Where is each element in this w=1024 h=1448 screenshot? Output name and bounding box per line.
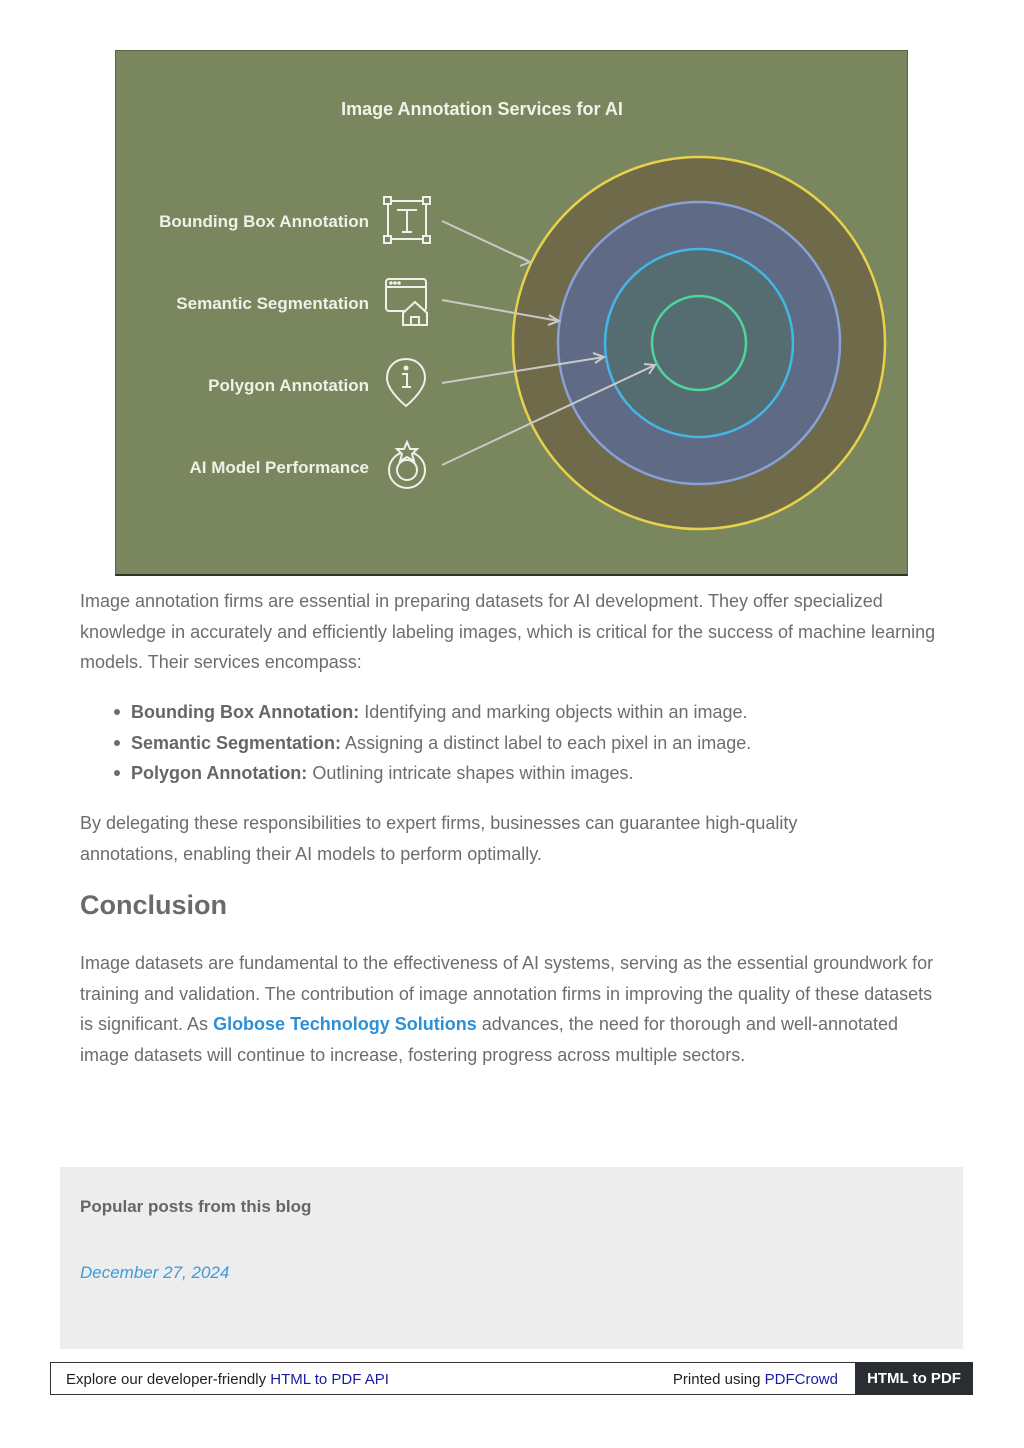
services-list <box>80 697 951 789</box>
conclusion-text-before: Image datasets are fundamental to the effectiveness of AI systems, serving as the essential groundwork for training and validation. The contribution of image annotation firms in improving the quality of these datasets is significant. As <box>80 953 934 1034</box>
pdfcrowd-link[interactable]: PDFCrowd <box>764 1371 838 1388</box>
info-pin-icon <box>387 359 425 406</box>
text-box-icon <box>384 197 430 243</box>
ring-inner <box>652 296 746 390</box>
pdfcrowd-footer <box>50 1362 973 1395</box>
label-ai-model-performance: AI Model Performance <box>189 458 369 477</box>
list-item <box>131 697 951 728</box>
star-badge-icon <box>389 442 425 488</box>
browser-home-icon <box>386 279 427 325</box>
delegating-section <box>80 808 880 869</box>
arrowhead-bounding-box <box>519 256 530 266</box>
html-to-pdf-button[interactable]: HTML to PDF <box>855 1362 973 1395</box>
footer-printed-text: Printed using <box>672 1371 765 1388</box>
delegating-paragraph: By delegating these responsibilities to expert firms, businesses can guarantee high-quality annotations, enabling their AI models to perform optimally. <box>80 813 798 864</box>
intro-section <box>80 586 950 678</box>
service-term: Bounding Box Annotation: <box>131 702 360 722</box>
label-polygon-annotation: Polygon Annotation <box>208 376 369 395</box>
popular-posts-title: Popular posts from this blog <box>80 1197 312 1216</box>
service-desc: Outlining intricate shapes within images. <box>307 763 634 783</box>
label-semantic-segmentation: Semantic Segmentation <box>176 294 369 313</box>
intro-paragraph: Image annotation firms are essential in preparing datasets for AI development. They offer specialized knowledge in accurately and efficiently labeling images, which is critical for the success of machine learning models. Their services encompass: <box>80 591 936 672</box>
annotation-infographic <box>115 50 908 576</box>
footer-explore <box>66 1371 389 1388</box>
conclusion-heading: Conclusion <box>80 890 227 920</box>
service-term: Semantic Segmentation: <box>131 732 342 753</box>
post-date-link[interactable]: December 27, 2024 <box>80 1263 230 1282</box>
footer-explore-text: Explore our developer-friendly <box>66 1371 271 1388</box>
service-desc: Identifying and marking objects within an image. <box>359 702 748 722</box>
conclusion-section <box>80 948 940 1070</box>
infographic-svg <box>116 51 907 573</box>
footer-printed <box>673 1371 838 1388</box>
service-term: Polygon Annotation: <box>131 763 308 783</box>
html-to-pdf-api-link[interactable]: HTML to PDF API <box>270 1371 389 1388</box>
conclusion-paragraph <box>80 948 940 1070</box>
arrow-bounding-box <box>442 221 530 262</box>
list-item <box>131 728 951 759</box>
infographic-title: Image Annotation Services for AI <box>341 99 623 119</box>
globose-link[interactable]: Globose Technology Solutions <box>213 1014 477 1034</box>
conclusion-text-after: advances, the need for thorough and well-annotated image datasets will continue to increase, fostering progress across multiple sectors. <box>80 1014 899 1065</box>
list-item <box>131 758 951 789</box>
popular-posts-panel <box>60 1167 963 1349</box>
label-bounding-box: Bounding Box Annotation <box>159 212 369 231</box>
service-desc: Assigning a distinct label to each pixel in an image. <box>341 732 752 753</box>
